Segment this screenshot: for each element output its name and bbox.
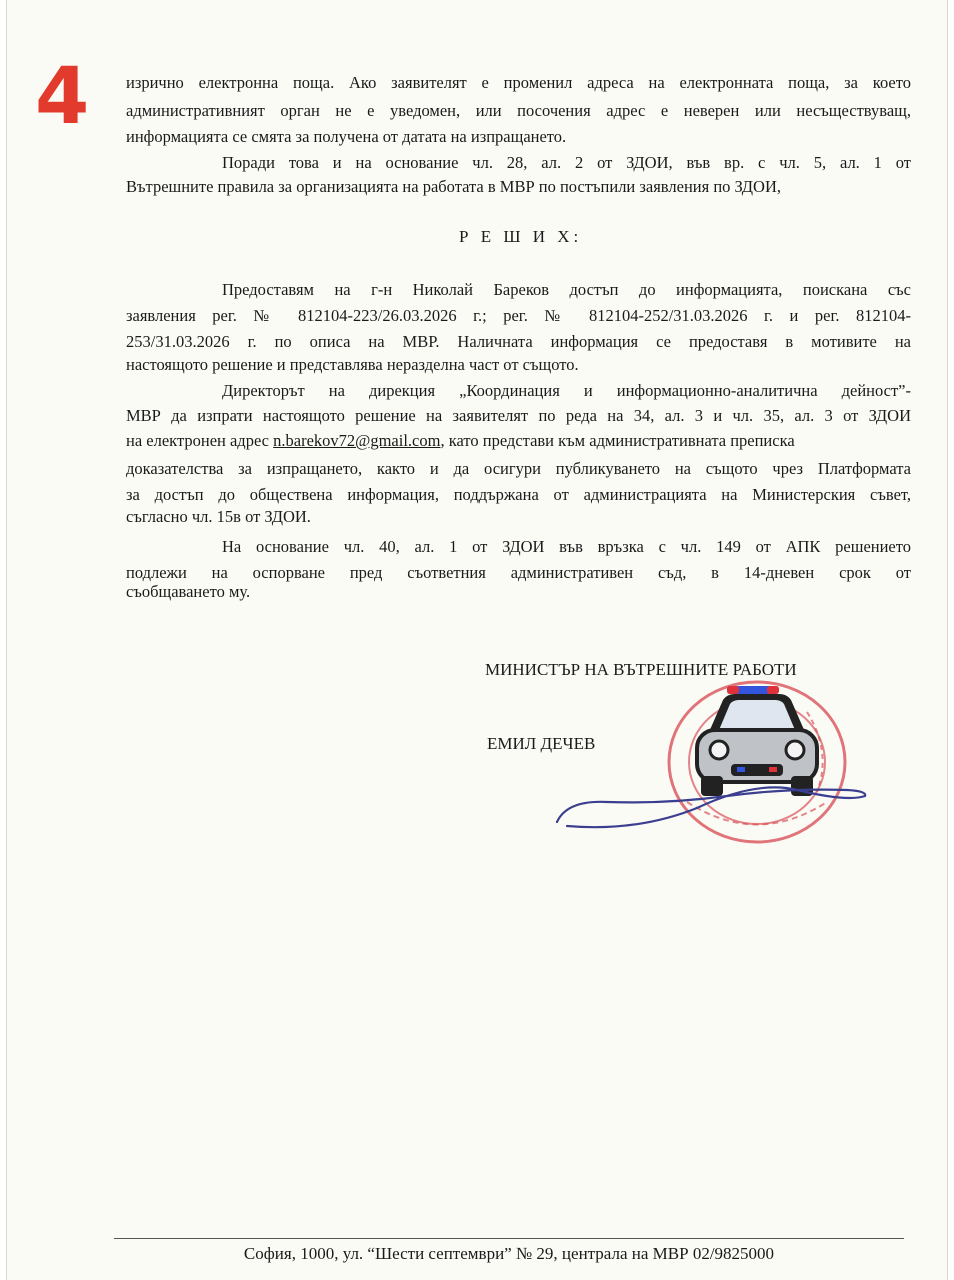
intro-line: административният орган не е уведомен, или посочения адрес е неверен или несъществуващ, (126, 101, 911, 120)
intro-line: изрично електронна поща. Ако заявителят е променил адреса на електронната поща, за което (126, 73, 911, 92)
director-line: за достъп до обществена информация, поддържана от администрацията на Министерския съвет, (126, 485, 911, 504)
signatory-name: ЕМИЛ ДЕЧЕВ (487, 734, 596, 753)
page-number: 4 (35, 52, 90, 142)
handwritten-signature-icon (547, 760, 877, 840)
appeal-line: подлежи на оспорване пред съответния административен съд, в 14-дневен срок от (126, 563, 911, 582)
signatory-title: МИНИСТЪР НА ВЪТРЕШНИТЕ РАБОТИ (485, 660, 797, 679)
email-line-after: , като представи към административната преписка (440, 431, 795, 450)
decision-heading: Р Е Ш И Х: (459, 227, 583, 246)
decision-line: Предоставям на г-н Николай Бареков достъп до информацията, поискана със (222, 280, 911, 299)
director-line: съгласно чл. 15в от ЗДОИ. (126, 507, 311, 526)
email-line-before: на електронен адрес (126, 431, 274, 450)
decision-line: настоящото решение и представлява неразделна част от същото. (126, 355, 579, 374)
appeal-line: съобщаването му. (126, 582, 251, 601)
director-line: доказателства за изпращането, както и да осигури публикуването на същото чрез Платформата (126, 459, 911, 478)
decision-line: 253/31.03.2026 г. по описа на МВР. Наличната информация се предоставя в мотивите на (126, 332, 911, 351)
email-link[interactable]: n.barekov72@gmail.com (273, 431, 441, 450)
footer-address: София, 1000, ул. “Шести септември” № 29, централа на МВР 02/9825000 (243, 1244, 775, 1263)
email-line (126, 431, 795, 451)
intro-line: информацията се смята за получена от датата на изпращането. (126, 127, 567, 146)
basis-line: Вътрешните правила за организацията на работата в МВР по постъпили заявления по ЗДОИ, (126, 177, 781, 196)
decision-line: заявления рег. № 812104-223/26.03.2026 г.; рег. № 812104-252/31.03.2026 г. и рег. 812104- (126, 306, 911, 325)
footer-rule (114, 1238, 904, 1239)
director-line: Директорът на дирекция „Координация и информационно-аналитична дейност”- (222, 381, 911, 400)
basis-line: Поради това и на основание чл. 28, ал. 2 от ЗДОИ, във вр. с чл. 5, ал. 1 от (222, 153, 911, 172)
appeal-line: На основание чл. 40, ал. 1 от ЗДОИ във връзка с чл. 149 от АПК решението (222, 537, 911, 556)
director-line: МВР да изпрати настоящото решение на заявителят по реда на 34, ал. 3 и чл. 35, ал. 3 от ЗДОИ (126, 406, 911, 425)
document-page (6, 0, 948, 1280)
